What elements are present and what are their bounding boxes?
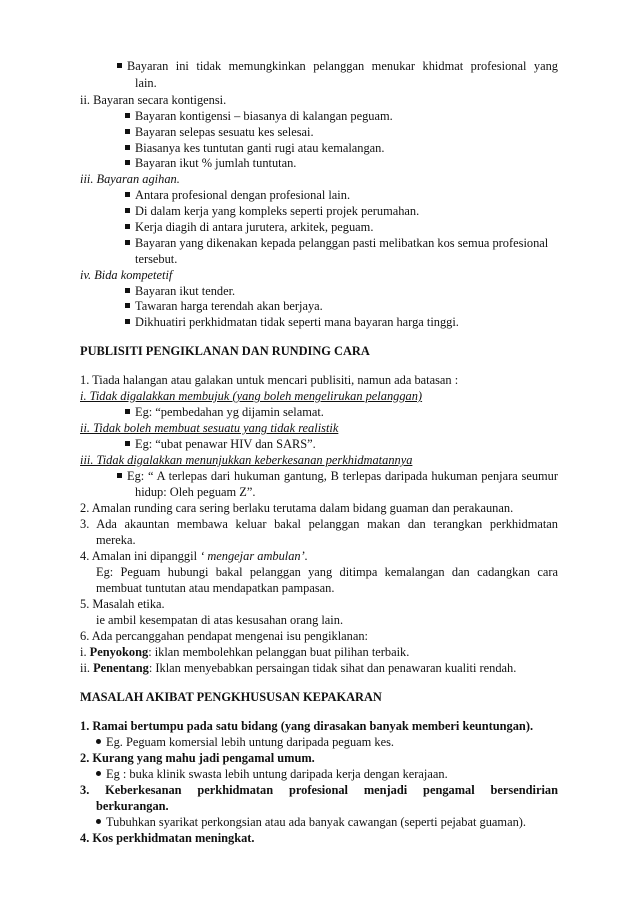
section-heading	[0, 689, 638, 705]
numbered-item-continuation	[0, 532, 638, 548]
bullet-item	[0, 766, 638, 782]
round-bullet-icon	[96, 819, 101, 824]
bullet-text: Bayaran ini tidak memungkinkan pelanggan menukar khidmat profesional yang	[127, 59, 558, 73]
numbered-item	[0, 548, 638, 564]
numbered-item	[0, 516, 638, 532]
bullet-text: Bayaran yang dikenakan kepada pelanggan pasti melibatkan kos semua profesional	[135, 236, 549, 250]
item-text: 3. Keberkesanan perkhidmatan profesional menjadi pengamal bersendirian	[80, 783, 558, 797]
round-bullet-icon	[96, 771, 101, 776]
bullet-text: Bayaran selepas sesuatu kes selesai.	[135, 125, 314, 139]
bullet-item	[0, 404, 638, 420]
numbered-item	[0, 372, 638, 388]
bullet-item	[0, 140, 638, 156]
square-bullet-icon	[125, 208, 130, 213]
bullet-text: Eg : buka klinik swasta lebih untung daripada kerja dengan kerajaan.	[106, 767, 448, 781]
item-marker: i.	[80, 645, 87, 659]
item-text: 6. Ada percanggahan pendapat mengenai isu pengiklanan:	[80, 629, 368, 643]
sub-heading-text: iv. Bida kompetetif	[80, 268, 173, 282]
bullet-text: Tubuhkan syarikat perkongsian atau ada banyak cawangan (seperti pejabat guaman).	[106, 815, 526, 829]
square-bullet-icon	[125, 288, 130, 293]
bullet-continuation	[0, 251, 638, 267]
bullet-item	[0, 187, 638, 203]
item-text: : Iklan menyebabkan persaingan tidak sihat dan penawaran kualiti rendah.	[148, 661, 517, 675]
sub-heading-text: iii. Bayaran agihan.	[80, 172, 180, 186]
square-bullet-icon	[125, 192, 130, 197]
bullet-item	[0, 155, 638, 171]
bullet-item	[0, 283, 638, 299]
square-bullet-icon	[125, 224, 130, 229]
bullet-item	[0, 298, 638, 314]
bullet-item	[0, 219, 638, 235]
bullet-item	[0, 124, 638, 140]
section-heading-text: MASALAH AKIBAT PENGKHUSUSAN KEPAKARAN	[80, 690, 382, 704]
bullet-text: Kerja diagih di antara jurutera, arkitek, peguam.	[135, 220, 374, 234]
item-text: membuat tuntutan atau mendapatkan pampasan.	[96, 581, 335, 595]
numbered-item	[0, 830, 638, 846]
bullet-text: lain.	[135, 76, 157, 90]
bullet-item	[0, 468, 638, 484]
item-text: 2. Kurang yang mahu jadi pengamal umum.	[80, 751, 315, 765]
bullet-text: Bayaran ikut tender.	[135, 284, 236, 298]
bullet-text: tersebut.	[135, 252, 178, 266]
bullet-continuation	[0, 484, 638, 500]
bullet-item	[0, 314, 638, 330]
square-bullet-icon	[125, 145, 130, 150]
square-bullet-icon	[125, 319, 130, 324]
square-bullet-icon	[125, 240, 130, 245]
item-text: 5. Masalah etika.	[80, 597, 165, 611]
item-text: mereka.	[96, 533, 136, 547]
numbered-item	[0, 782, 638, 798]
sub-heading-text: ii. Bayaran secara kontigensi.	[80, 93, 227, 107]
numbered-item	[0, 660, 638, 676]
sub-heading	[0, 267, 638, 283]
numbered-item	[0, 596, 638, 612]
item-text: 1. Ramai bertumpu pada satu bidang (yang dirasakan banyak memberi keuntungan).	[80, 719, 534, 733]
square-bullet-icon	[125, 129, 130, 134]
bullet-continuation	[0, 75, 638, 91]
square-bullet-icon	[125, 160, 130, 165]
square-bullet-icon	[117, 63, 122, 68]
item-emphasis: ‘ mengejar ambulan’.	[200, 549, 308, 563]
bullet-text: Di dalam kerja yang kompleks seperti projek perumahan.	[135, 204, 420, 218]
numbered-item	[0, 750, 638, 766]
example-text	[0, 564, 638, 580]
item-text: : iklan membolehkan pelanggan buat pilihan terbaik.	[148, 645, 410, 659]
item-marker: ii.	[80, 661, 90, 675]
numbered-item	[0, 500, 638, 516]
item-term: Penyokong	[89, 645, 149, 659]
item-text: Eg: Peguam hubungi bakal pelanggan yang ditimpa kemalangan dan cadangkan cara	[96, 565, 558, 579]
item-text: 4. Kos perkhidmatan meningkat.	[80, 831, 255, 845]
sub-heading	[0, 452, 638, 468]
sub-heading	[0, 171, 638, 187]
bullet-text: Biasanya kes tuntutan ganti rugi atau kemalangan.	[135, 141, 385, 155]
item-term: Penentang	[93, 661, 149, 675]
sub-heading-text: iii. Tidak digalakkan menunjukkan keberkesanan perkhidmatannya	[80, 453, 413, 467]
bullet-text: Eg. Peguam komersial lebih untung daripada peguam kes.	[106, 735, 395, 749]
sub-heading-text: i. Tidak digalakkan membujuk (yang boleh mengelirukan pelanggan)	[80, 389, 423, 403]
numbered-item-continuation	[0, 798, 638, 814]
sub-heading	[0, 420, 638, 436]
section-heading	[0, 343, 638, 359]
numbered-item-continuation	[0, 612, 638, 628]
bullet-text: Eg: “ubat penawar HIV dan SARS”.	[135, 437, 316, 451]
bullet-text: Eg: “pembedahan yg dijamin selamat.	[135, 405, 324, 419]
round-bullet-icon	[96, 739, 101, 744]
bullet-text: Dikhuatiri perkhidmatan tidak seperti mana bayaran harga tinggi.	[135, 315, 459, 329]
numbered-item	[0, 628, 638, 644]
bullet-item	[0, 58, 638, 74]
numbered-item	[0, 644, 638, 660]
bullet-item	[0, 203, 638, 219]
bullet-item	[0, 235, 638, 251]
square-bullet-icon	[125, 303, 130, 308]
square-bullet-icon	[125, 441, 130, 446]
example-continuation	[0, 580, 638, 596]
bullet-text: Tawaran harga terendah akan berjaya.	[135, 299, 323, 313]
bullet-item	[0, 814, 638, 830]
bullet-text: Bayaran ikut % jumlah tuntutan.	[135, 156, 297, 170]
sub-heading-text: ii. Tidak boleh membuat sesuatu yang tidak realistik	[80, 421, 339, 435]
section-heading-text: PUBLISITI PENGIKLANAN DAN RUNDING CARA	[80, 344, 370, 358]
square-bullet-icon	[117, 473, 122, 478]
item-text: berkurangan.	[96, 799, 169, 813]
item-text: 2. Amalan runding cara sering berlaku terutama dalam bidang guaman dan perakaunan.	[80, 501, 514, 515]
bullet-text: Bayaran kontigensi – biasanya di kalangan peguam.	[135, 109, 393, 123]
numbered-item	[0, 718, 638, 734]
bullet-item	[0, 108, 638, 124]
item-text: 4. Amalan ini dipanggil	[80, 549, 198, 563]
bullet-text: hidup: Oleh peguam Z”.	[135, 485, 256, 499]
item-text: ie ambil kesempatan di atas kesusahan orang lain.	[96, 613, 344, 627]
item-text: 1. Tiada halangan atau galakan untuk mencari publisiti, namun ada batasan :	[80, 373, 459, 387]
item-text: 3. Ada akauntan membawa keluar bakal pelanggan makan dan terangkan perkhidmatan	[80, 517, 558, 531]
sub-heading	[0, 92, 638, 108]
bullet-item	[0, 734, 638, 750]
sub-heading	[0, 388, 638, 404]
bullet-item	[0, 436, 638, 452]
bullet-text: Eg: “ A terlepas dari hukuman gantung, B terlepas daripada hukuman penjara seumur	[127, 469, 558, 483]
square-bullet-icon	[125, 113, 130, 118]
square-bullet-icon	[125, 409, 130, 414]
bullet-text: Antara profesional dengan profesional lain.	[135, 188, 351, 202]
